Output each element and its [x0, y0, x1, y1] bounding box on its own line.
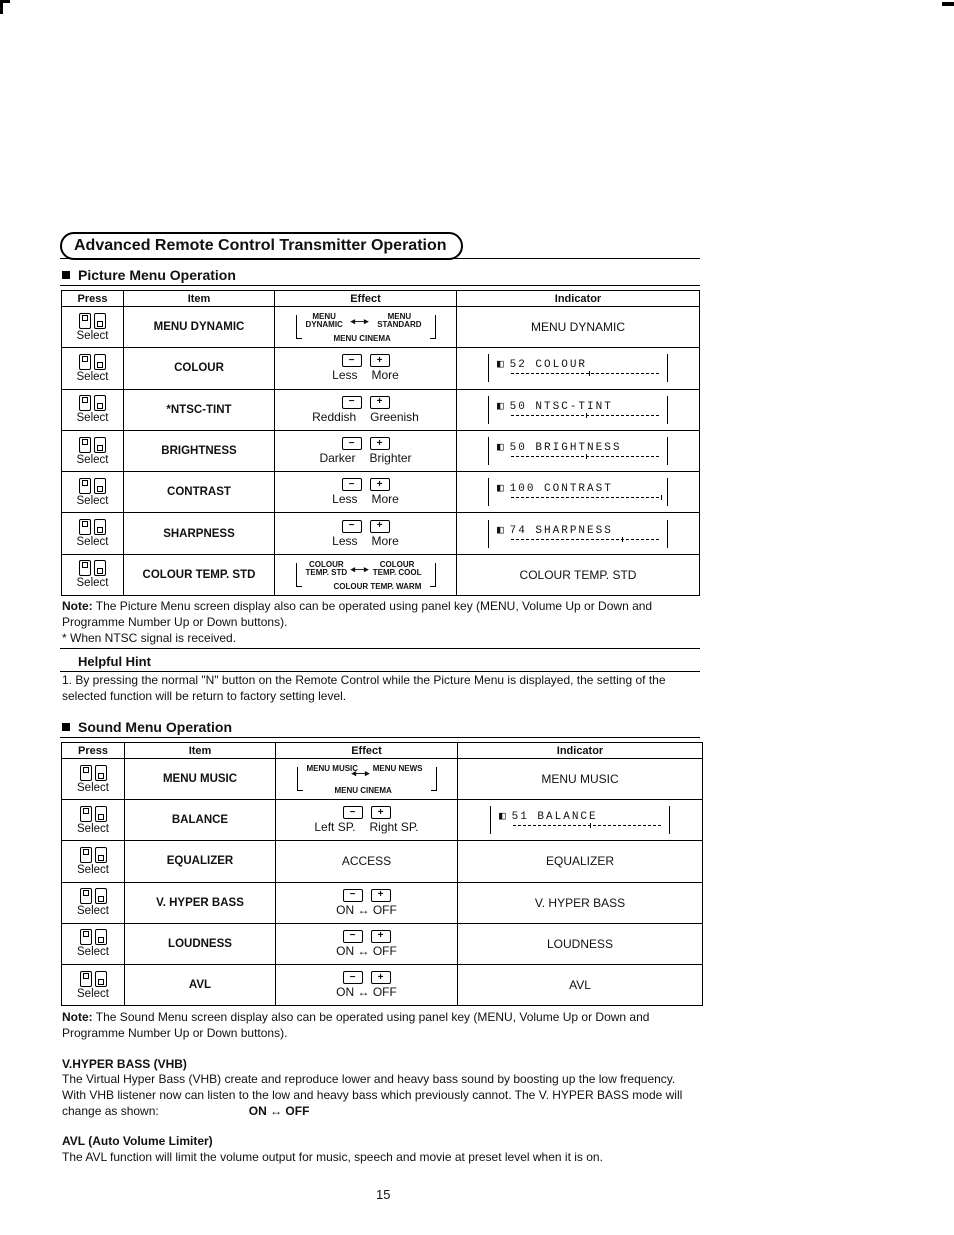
indicator-text: EQUALIZER: [545, 854, 614, 869]
indicator-text: AVL: [569, 978, 591, 993]
col-item: Item: [124, 291, 275, 307]
osd-level-marker: [622, 537, 623, 542]
press-cell: [62, 472, 124, 513]
table-row: [62, 472, 700, 513]
effect-range: [275, 368, 456, 382]
volume-keys: [276, 806, 457, 819]
item-cell: V. HYPER BASS: [125, 882, 276, 923]
helpful-hint-heading: Helpful Hint: [78, 654, 151, 669]
press-cell: [62, 430, 124, 471]
select-key[interactable]: [62, 313, 123, 342]
osd-label: 50 NTSC-TINT: [509, 400, 613, 413]
page-number: 15: [376, 1187, 391, 1202]
effect-toggle-text: ON ↔ OFF: [336, 943, 397, 958]
effect-toggle-text: ON ↔ OFF: [336, 902, 397, 917]
volume-down-icon[interactable]: −: [342, 437, 362, 450]
effect-range: [276, 820, 457, 834]
select-label: Select: [76, 370, 109, 383]
indicator-cell: [458, 923, 703, 964]
key-up-icon: [80, 847, 92, 863]
cycle-line-left: [296, 315, 302, 339]
volume-down-icon[interactable]: −: [342, 396, 362, 409]
osd-label: 51 BALANCE: [511, 811, 598, 824]
item-cell: EQUALIZER: [125, 841, 276, 882]
select-label: Select: [76, 577, 109, 590]
volume-up-icon[interactable]: +: [370, 520, 390, 533]
select-label: Select: [77, 822, 109, 835]
effect-toggle-text: ON ↔ OFF: [336, 985, 397, 1000]
page-title: Advanced Remote Control Transmitter Operation: [60, 232, 463, 260]
picture-note: [62, 598, 702, 646]
osd-level-marker: [586, 454, 587, 459]
hint-top-rule: [60, 648, 700, 649]
indicator-cell: [458, 964, 703, 1005]
osd-level-bar: [511, 456, 659, 457]
cycle-line-left: [296, 563, 302, 587]
osd-level-marker: [661, 495, 662, 500]
select-key[interactable]: [62, 929, 124, 958]
select-label: Select: [76, 453, 109, 466]
table-row: [62, 513, 700, 554]
item-cell: BRIGHTNESS: [124, 430, 275, 471]
cycle-arrow-icon: ◂—▸: [351, 768, 370, 779]
select-label: Select: [77, 987, 109, 1000]
effect-range: [275, 534, 456, 548]
effect-range: [275, 451, 456, 465]
indicator-cell: [458, 800, 703, 841]
effect-cell: [276, 800, 458, 841]
updown-key-icon: [79, 478, 106, 494]
press-cell: [62, 348, 124, 389]
crop-mark: [0, 0, 10, 14]
vhb-paragraph: [62, 1071, 702, 1119]
volume-keys: [275, 478, 456, 491]
cycle-line-right: [430, 315, 436, 339]
key-up-icon: [80, 765, 92, 781]
updown-key-icon: [80, 847, 107, 863]
select-label: Select: [76, 494, 109, 507]
key-up-icon: [79, 560, 91, 576]
osd-label: 100 CONTRAST: [509, 483, 613, 496]
sound-menu-heading-text: Sound Menu Operation: [78, 719, 232, 735]
osd-item-icon: ◧: [497, 359, 506, 372]
cycle-mode-a: COLOUR TEMP. STD: [305, 559, 348, 577]
vhb-mode: ON ↔ OFF: [248, 1104, 310, 1118]
press-cell: [62, 759, 125, 800]
volume-keys: [276, 889, 457, 902]
volume-up-icon[interactable]: +: [371, 806, 391, 819]
updown-key-icon: [79, 519, 106, 535]
col-press: Press: [62, 743, 125, 759]
effect-cell: [276, 923, 458, 964]
select-key[interactable]: [62, 354, 123, 383]
osd-level-bar: [511, 539, 659, 540]
volume-keys: [276, 971, 457, 984]
sound-menu-heading: [62, 719, 232, 735]
updown-key-icon: [79, 354, 106, 370]
effect-left-label: Less: [332, 492, 358, 507]
table-row: [62, 348, 700, 389]
volume-up-icon[interactable]: +: [370, 437, 390, 450]
cycle-mode-b: MENU NEWS: [372, 764, 423, 774]
cycle-mode-c: MENU CINEMA: [333, 334, 391, 344]
updown-key-icon: [79, 560, 106, 576]
table-row: [62, 882, 703, 923]
cycle-mode-b: COLOUR TEMP. COOL: [372, 559, 422, 577]
volume-down-icon[interactable]: −: [343, 930, 363, 943]
bullet-square-icon: [62, 271, 70, 279]
table-header-row: [62, 291, 700, 307]
effect-left-label: Less: [332, 533, 358, 548]
select-key[interactable]: [62, 395, 123, 424]
key-down-icon: [95, 806, 107, 822]
select-key[interactable]: [62, 971, 124, 1000]
osd-level-indicator: [488, 520, 668, 548]
select-label: Select: [77, 946, 109, 959]
table-row: [62, 554, 700, 595]
key-up-icon: [80, 888, 92, 904]
item-cell: COLOUR: [124, 348, 275, 389]
crop-mark-right: [942, 2, 954, 6]
osd-level-bar: [511, 373, 659, 374]
sound-section-rule: [60, 737, 700, 738]
osd-label: 74 SHARPNESS: [509, 524, 613, 537]
key-down-icon: [95, 765, 107, 781]
effect-left-label: Left SP.: [314, 820, 356, 835]
key-down-icon: [94, 313, 106, 329]
table-row: [62, 964, 703, 1005]
select-key[interactable]: [62, 478, 123, 507]
cycle-mode-b: MENU STANDARD: [377, 312, 422, 330]
title-rule: [60, 258, 700, 259]
cycle-mode-a: MENU DYNAMIC: [305, 312, 343, 330]
indicator-text: MENU DYNAMIC: [530, 320, 625, 335]
volume-down-icon[interactable]: −: [342, 478, 362, 491]
col-press: Press: [62, 291, 124, 307]
osd-level-indicator: [488, 396, 668, 424]
effect-cell: [275, 554, 457, 595]
volume-keys: [275, 520, 456, 533]
helpful-hint-text: 1. By pressing the normal "N" button on the Remote Control while the Picture Menu is displayed, the setting of the selected function will be return to factory setting level.: [62, 673, 666, 703]
key-up-icon: [79, 313, 91, 329]
select-label: Select: [77, 905, 109, 918]
item-cell: CONTRAST: [124, 472, 275, 513]
select-key[interactable]: [62, 437, 123, 466]
item-cell: AVL: [125, 964, 276, 1005]
table-row: [62, 800, 703, 841]
sound-note: [62, 1009, 702, 1041]
table-row: [62, 759, 703, 800]
volume-down-icon[interactable]: −: [342, 520, 362, 533]
key-down-icon: [94, 395, 106, 411]
volume-keys: [275, 396, 456, 409]
indicator-cell: [457, 554, 700, 595]
table-row: [62, 923, 703, 964]
osd-item-icon: ◧: [497, 400, 506, 413]
effect-right-label: Greenish: [370, 409, 419, 424]
osd-level-bar: [511, 415, 659, 416]
volume-down-icon[interactable]: −: [343, 806, 363, 819]
cycle-mode-c: COLOUR TEMP. WARM: [333, 581, 422, 591]
effect-cell: [276, 841, 458, 882]
select-label: Select: [76, 329, 109, 342]
indicator-text: COLOUR TEMP. STD: [519, 567, 637, 582]
volume-down-icon[interactable]: −: [343, 971, 363, 984]
osd-level-marker: [590, 823, 591, 828]
cycle-mode-c: MENU CINEMA: [334, 786, 392, 796]
indicator-text: MENU MUSIC: [541, 772, 619, 787]
item-cell: BALANCE: [125, 800, 276, 841]
press-cell: [62, 307, 124, 348]
effect-right-label: More: [371, 368, 399, 383]
volume-keys: [275, 354, 456, 367]
press-cell: [62, 513, 124, 554]
select-key[interactable]: [62, 888, 124, 917]
volume-up-icon[interactable]: +: [371, 971, 391, 984]
key-up-icon: [79, 395, 91, 411]
select-key[interactable]: [62, 847, 124, 876]
effect-cell: [275, 513, 457, 554]
effect-left-label: Less: [332, 368, 358, 383]
item-cell: MENU MUSIC: [125, 759, 276, 800]
osd-level-bar: [511, 497, 659, 498]
indicator-cell: [458, 882, 703, 923]
volume-up-icon[interactable]: +: [370, 396, 390, 409]
effect-right-label: Brighter: [369, 451, 412, 466]
key-down-icon: [94, 519, 106, 535]
press-cell: [62, 389, 124, 430]
effect-range: [275, 410, 456, 424]
volume-keys: [275, 437, 456, 450]
volume-up-icon[interactable]: +: [370, 354, 390, 367]
volume-keys: [276, 930, 457, 943]
indicator-cell: [457, 389, 700, 430]
table-row: [62, 841, 703, 882]
indicator-cell: [457, 348, 700, 389]
effect-cell: [275, 348, 457, 389]
picture-menu-table: [61, 290, 700, 596]
vhb-text: The Virtual Hyper Bass (VHB) create and reproduce lower and heavy bass sound by boosting up the low frequency. With VHB listener now can listen to the low and heavy bass which previously cannot. The V. HYPER BASS mode will change as shown:: [62, 1072, 683, 1118]
osd-item-icon: ◧: [497, 524, 506, 537]
key-up-icon: [79, 478, 91, 494]
volume-up-icon[interactable]: +: [370, 478, 390, 491]
osd-level-marker: [586, 413, 587, 418]
effect-cell: [275, 307, 457, 348]
bullet-square-icon: [62, 723, 70, 731]
effect-right-label: More: [371, 533, 399, 548]
indicator-cell: [458, 841, 703, 882]
item-cell: LOUDNESS: [125, 923, 276, 964]
col-item: Item: [125, 743, 276, 759]
picture-menu-heading-text: Picture Menu Operation: [78, 267, 236, 283]
select-label: Select: [76, 536, 109, 549]
item-cell: MENU DYNAMIC: [124, 307, 275, 348]
key-down-icon: [95, 929, 107, 945]
updown-key-icon: [80, 806, 107, 822]
ntsc-footnote: * When NTSC signal is received.: [62, 631, 237, 645]
avl-text: The AVL function will limit the volume output for music, speech and movie at preset level when it is on.: [62, 1150, 603, 1164]
effect-text: ACCESS: [341, 854, 392, 869]
effect-cell: [276, 759, 458, 800]
osd-label: 50 BRIGHTNESS: [509, 442, 622, 455]
mode-cycle-diagram: [297, 761, 437, 797]
select-key[interactable]: [62, 765, 124, 794]
select-key[interactable]: [62, 560, 123, 589]
cycle-line-left: [297, 767, 303, 791]
col-effect: Effect: [275, 291, 457, 307]
effect-left-label: Reddish: [312, 409, 357, 424]
press-cell: [62, 882, 125, 923]
avl-heading: AVL (Auto Volume Limiter): [62, 1134, 213, 1148]
select-label: Select: [77, 781, 109, 794]
table-header-row: [62, 743, 703, 759]
effect-left-label: Darker: [319, 451, 356, 466]
press-cell: [62, 800, 125, 841]
volume-down-icon[interactable]: −: [343, 889, 363, 902]
osd-level-indicator: [488, 354, 668, 382]
cycle-arrow-icon: ◂—▸: [350, 316, 369, 327]
updown-key-icon: [80, 888, 107, 904]
osd-item-icon: ◧: [497, 483, 506, 496]
table-row: [62, 307, 700, 348]
note-label: Note:: [62, 599, 93, 613]
key-down-icon: [94, 478, 106, 494]
select-label: Select: [77, 863, 109, 876]
sound-menu-table: [61, 742, 703, 1006]
effect-right-label: More: [371, 492, 399, 507]
effect-cell: [275, 389, 457, 430]
vhb-heading: V.HYPER BASS (VHB): [62, 1057, 187, 1071]
note-text: The Picture Menu screen display also can be operated using panel key (MENU, Volume Up or Down and Programme Number Up or Down buttons).: [62, 599, 653, 629]
picture-section-rule: [60, 285, 700, 286]
item-cell: *NTSC-TINT: [124, 389, 275, 430]
updown-key-icon: [80, 765, 107, 781]
key-up-icon: [80, 929, 92, 945]
select-key[interactable]: [62, 519, 123, 548]
indicator-cell: [457, 513, 700, 554]
volume-down-icon[interactable]: −: [342, 354, 362, 367]
col-indicator: Indicator: [457, 291, 700, 307]
press-cell: [62, 554, 124, 595]
col-indicator: Indicator: [458, 743, 703, 759]
item-cell: COLOUR TEMP. STD: [124, 554, 275, 595]
key-down-icon: [94, 354, 106, 370]
col-effect: Effect: [276, 743, 458, 759]
updown-key-icon: [79, 395, 106, 411]
cycle-mode-a: MENU MUSIC: [306, 764, 359, 774]
osd-item-icon: ◧: [499, 811, 508, 824]
osd-label: 52 COLOUR: [509, 359, 588, 372]
key-up-icon: [79, 519, 91, 535]
key-up-icon: [79, 354, 91, 370]
osd-level-marker: [589, 371, 590, 376]
key-down-icon: [95, 888, 107, 904]
effect-cell: [276, 964, 458, 1005]
mode-cycle-diagram: [296, 557, 436, 593]
volume-up-icon[interactable]: +: [371, 889, 391, 902]
updown-key-icon: [79, 437, 106, 453]
picture-menu-heading: [62, 267, 236, 283]
table-row: [62, 430, 700, 471]
key-down-icon: [94, 560, 106, 576]
item-cell: SHARPNESS: [124, 513, 275, 554]
cycle-arrow-icon: ◂—▸: [350, 563, 369, 574]
press-cell: [62, 841, 125, 882]
indicator-cell: [457, 430, 700, 471]
press-cell: [62, 923, 125, 964]
osd-level-indicator: [490, 806, 670, 834]
select-key[interactable]: [62, 806, 124, 835]
effect-range: [275, 492, 456, 506]
indicator-cell: [457, 472, 700, 513]
note-text: The Sound Menu screen display also can be operated using panel key (MENU, Volume Up or Down and Programme Number Up or Down buttons).: [62, 1010, 650, 1040]
indicator-cell: [457, 307, 700, 348]
updown-key-icon: [80, 971, 107, 987]
osd-level-indicator: [488, 437, 668, 465]
select-label: Select: [76, 412, 109, 425]
volume-up-icon[interactable]: +: [371, 930, 391, 943]
key-up-icon: [80, 971, 92, 987]
indicator-text: V. HYPER BASS: [534, 895, 626, 910]
mode-cycle-diagram: [296, 309, 436, 345]
key-up-icon: [79, 437, 91, 453]
osd-level-bar: [513, 825, 661, 826]
note-label: Note:: [62, 1010, 93, 1024]
table-row: [62, 389, 700, 430]
osd-item-icon: ◧: [497, 442, 506, 455]
effect-cell: [276, 882, 458, 923]
effect-right-label: Right SP.: [369, 820, 419, 835]
osd-level-indicator: [488, 478, 668, 506]
indicator-cell: [458, 759, 703, 800]
updown-key-icon: [80, 929, 107, 945]
key-down-icon: [95, 971, 107, 987]
updown-key-icon: [79, 313, 106, 329]
cycle-line-right: [430, 563, 436, 587]
key-down-icon: [95, 847, 107, 863]
key-down-icon: [94, 437, 106, 453]
key-up-icon: [80, 806, 92, 822]
effect-cell: [275, 472, 457, 513]
indicator-text: LOUDNESS: [546, 936, 614, 951]
effect-cell: [275, 430, 457, 471]
press-cell: [62, 964, 125, 1005]
cycle-line-right: [431, 767, 437, 791]
